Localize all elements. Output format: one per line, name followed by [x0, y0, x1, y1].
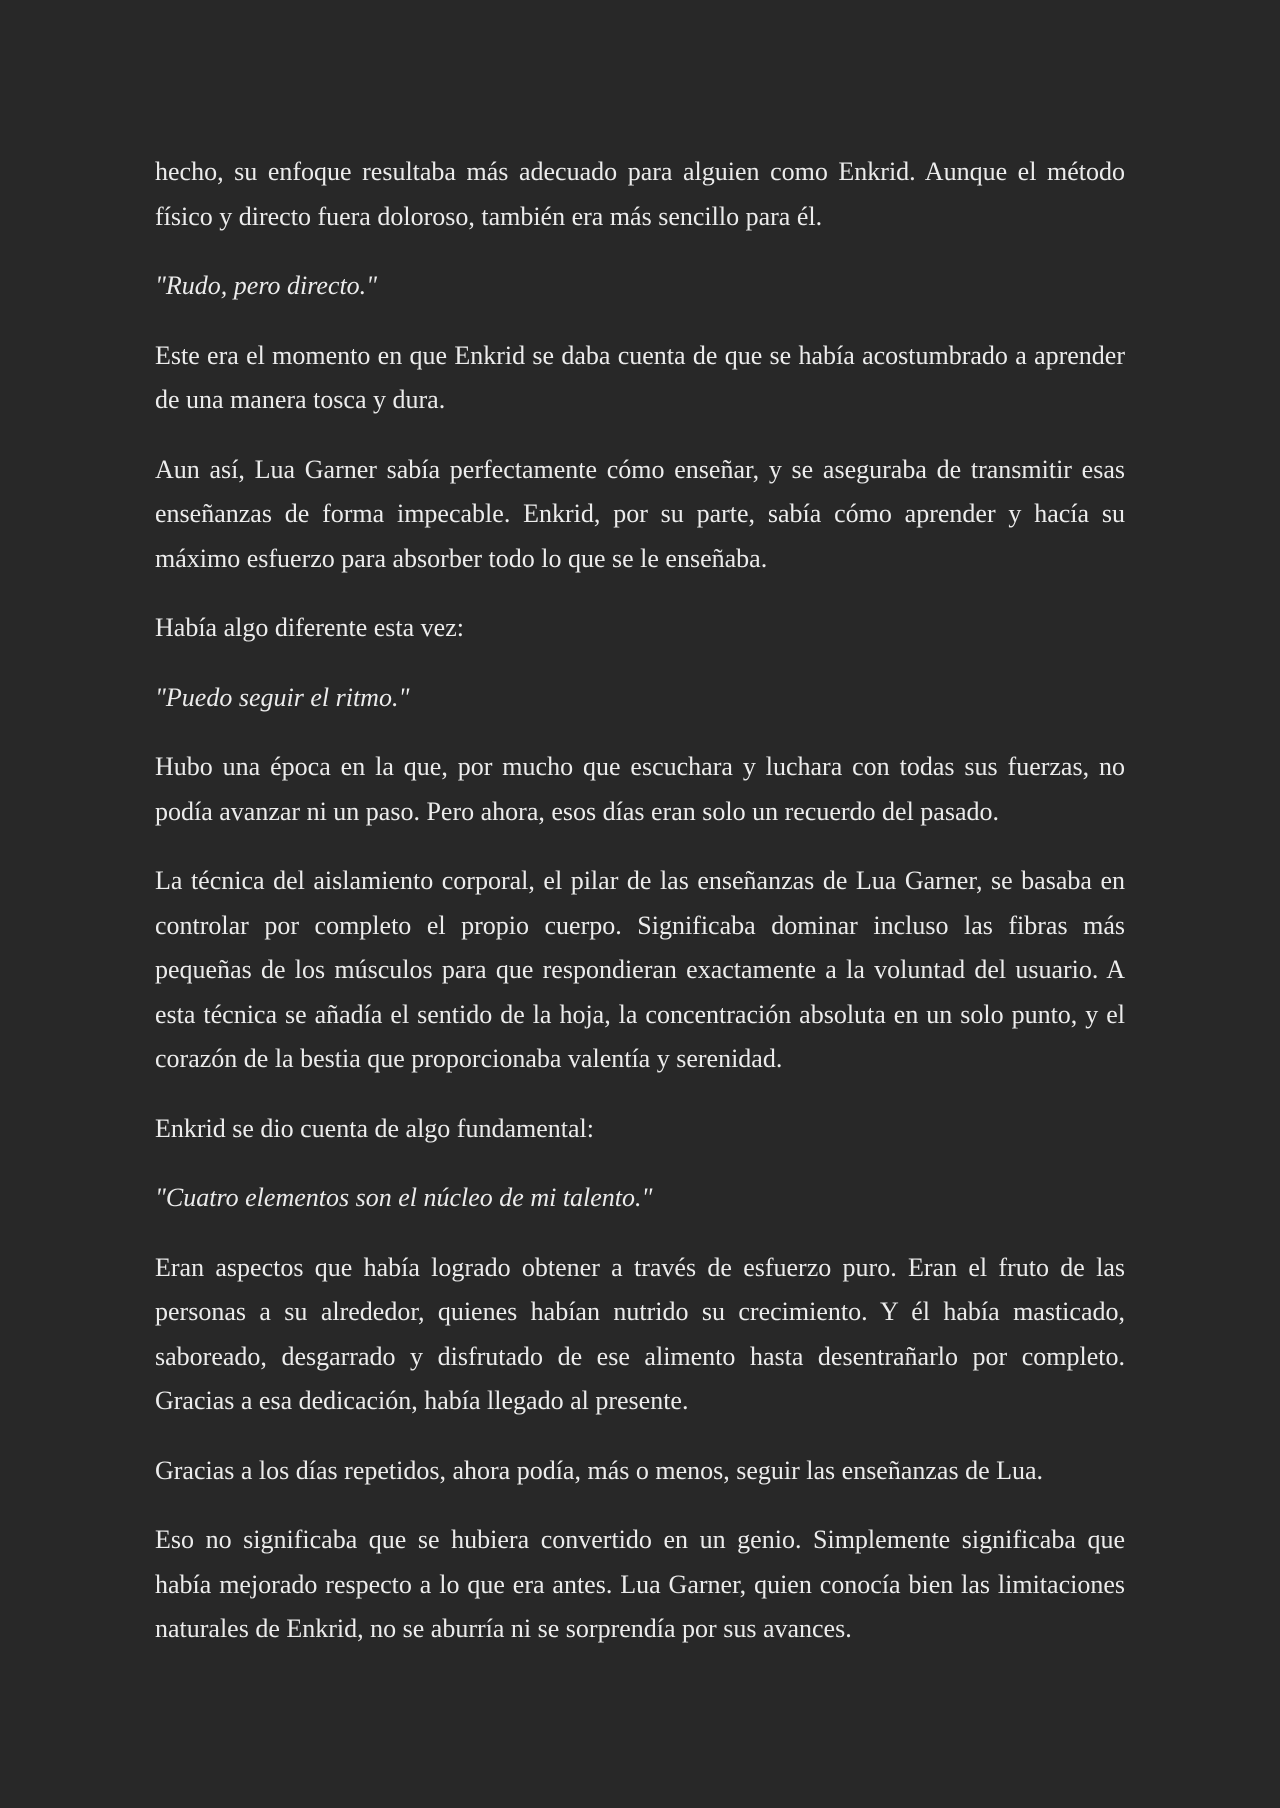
- paragraph: Enkrid se dio cuenta de algo fundamental:: [155, 1113, 594, 1143]
- paragraph: Hubo una época en la que, por mucho que escuchara y luchara con todas sus fuerzas, no podía avanzar ni un paso. Pero ahora, esos días eran solo un recuerdo del pasado.: [155, 752, 1125, 826]
- quote-paragraph: "Rudo, pero directo.": [155, 271, 378, 300]
- paragraph: Eran aspectos que había logrado obtener a través de esfuerzo puro. Eran el fruto de las personas a su alrededor, quienes habían nutrido su crecimiento. Y él había masticado, saboreado, desgarrado y disfrutado de ese alimento hasta desentrañarlo por completo. Gracias a esa dedicación, había llegado al presente.: [155, 1252, 1125, 1415]
- quote-paragraph: "Puedo seguir el ritmo.": [155, 682, 410, 712]
- paragraph: Eso no significaba que se hubiera convertido en un genio. Simplemente significaba que había mejorado respecto a lo que era antes. Lua Garner, quien conocía bien las limitaciones naturales de Enkrid, no se aburría ni se sorprendía por sus avances.: [155, 1525, 1125, 1643]
- paragraph: Había algo diferente esta vez:: [155, 613, 464, 642]
- paragraph: Aun así, Lua Garner sabía perfectamente cómo enseñar, y se aseguraba de transmitir esas enseñanzas de forma impecable. Enkrid, por su parte, sabía cómo aprender y hacía su máximo esfuerzo para absorber todo lo que se le enseñaba.: [155, 454, 1125, 573]
- paragraph: hecho, su enfoque resultaba más adecuado para alguien como Enkrid. Aunque el método físico y directo fuera doloroso, también era más sencillo para él.: [155, 157, 1125, 231]
- paragraph: Gracias a los días repetidos, ahora podía, más o menos, seguir las enseñanzas de Lua.: [155, 1455, 1044, 1485]
- paragraph: La técnica del aislamiento corporal, el pilar de las enseñanzas de Lua Garner, se basaba en controlar por completo el propio cuerpo. Significaba dominar incluso las fibras más pequeñas de los músculos para que respondieran exactamente a la voluntad del usuario. A esta técnica se añadía el sentido de la hoja, la concentración absoluta en un solo punto, y el corazón de la bestia que proporcionaba valentía y serenidad.: [155, 866, 1125, 1073]
- paragraph: Este era el momento en que Enkrid se daba cuenta de que se había acostumbrado a aprender de una manera tosca y dura.: [155, 340, 1125, 414]
- chapter-text: [155, 150, 1125, 1677]
- quote-paragraph: "Cuatro elementos son el núcleo de mi talento.": [155, 1183, 653, 1212]
